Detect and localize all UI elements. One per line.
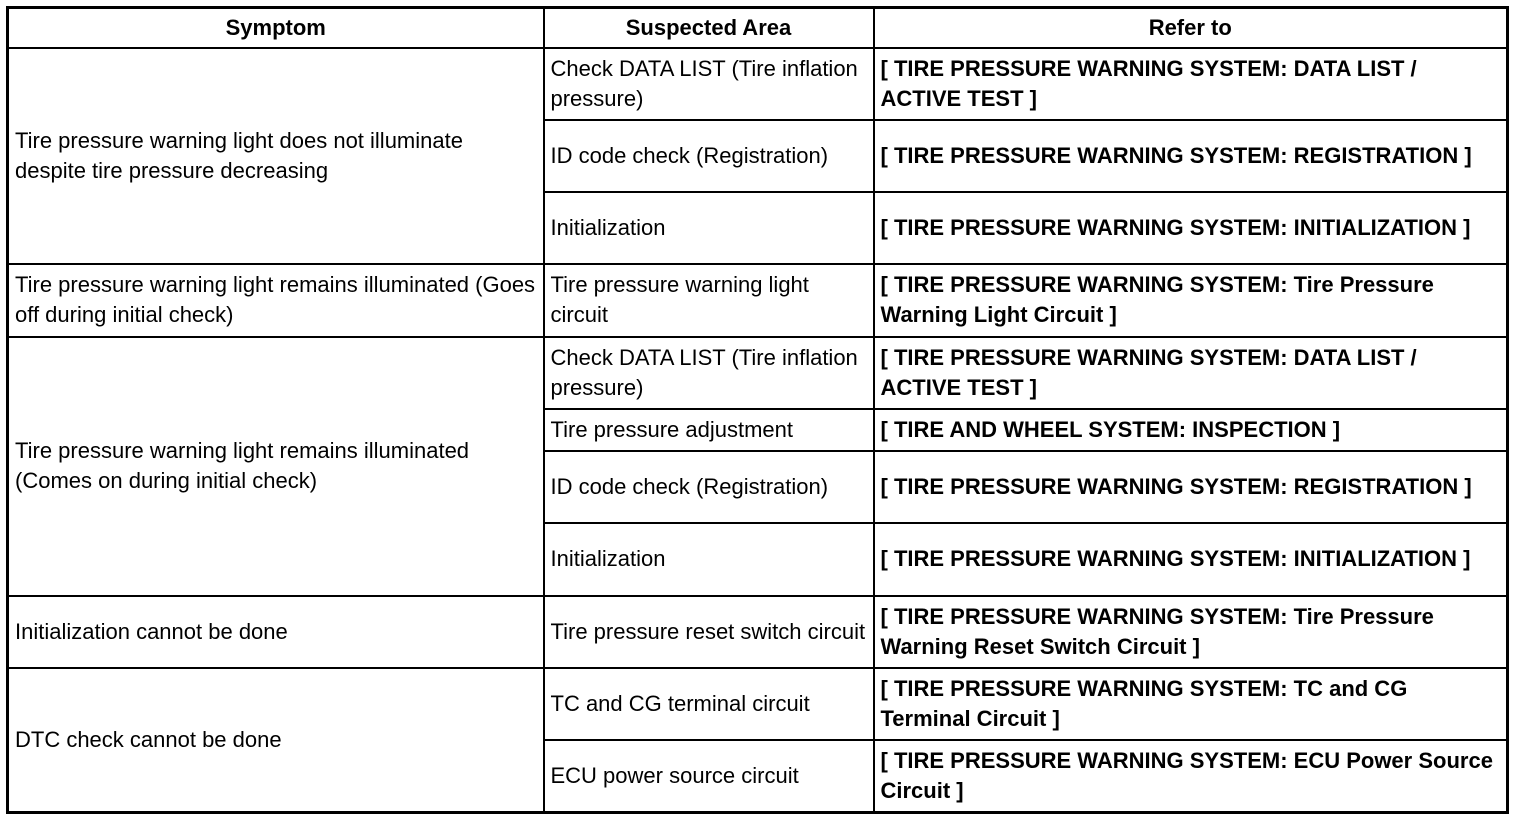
troubleshooting-table-container bbox=[6, 6, 1506, 814]
suspected-area-cell: ID code check (Registration) bbox=[544, 120, 874, 192]
troubleshooting-table bbox=[6, 6, 1509, 814]
symptom-cell: Initialization cannot be done bbox=[8, 596, 544, 668]
refer-to-link[interactable]: [ TIRE PRESSURE WARNING SYSTEM: DATA LIST / ACTIVE TEST ] bbox=[874, 337, 1508, 409]
suspected-area-cell: Initialization bbox=[544, 523, 874, 595]
suspected-area-cell: Tire pressure warning light circuit bbox=[544, 264, 874, 336]
header-symptom: Symptom bbox=[8, 8, 544, 48]
symptom-cell: Tire pressure warning light remains illuminated (Comes on during initial check) bbox=[8, 337, 544, 596]
header-row bbox=[8, 8, 1508, 48]
header-refer-to: Refer to bbox=[874, 8, 1508, 48]
refer-to-link[interactable]: [ TIRE PRESSURE WARNING SYSTEM: Tire Pressure Warning Reset Switch Circuit ] bbox=[874, 596, 1508, 668]
refer-to-link[interactable]: [ TIRE PRESSURE WARNING SYSTEM: DATA LIST / ACTIVE TEST ] bbox=[874, 48, 1508, 120]
table-row bbox=[8, 264, 1508, 336]
refer-to-link[interactable]: [ TIRE PRESSURE WARNING SYSTEM: INITIALIZATION ] bbox=[874, 192, 1508, 264]
refer-to-link[interactable]: [ TIRE PRESSURE WARNING SYSTEM: Tire Pressure Warning Light Circuit ] bbox=[874, 264, 1508, 336]
suspected-area-cell: Check DATA LIST (Tire inflation pressure) bbox=[544, 48, 874, 120]
refer-to-link[interactable]: [ TIRE PRESSURE WARNING SYSTEM: REGISTRATION ] bbox=[874, 451, 1508, 523]
suspected-area-cell: Tire pressure reset switch circuit bbox=[544, 596, 874, 668]
refer-to-link[interactable]: [ TIRE PRESSURE WARNING SYSTEM: REGISTRATION ] bbox=[874, 120, 1508, 192]
suspected-area-cell: ECU power source circuit bbox=[544, 740, 874, 812]
header-suspected-area: Suspected Area bbox=[544, 8, 874, 48]
table-row bbox=[8, 337, 1508, 409]
table-row bbox=[8, 668, 1508, 740]
suspected-area-cell: Initialization bbox=[544, 192, 874, 264]
suspected-area-cell: TC and CG terminal circuit bbox=[544, 668, 874, 740]
refer-to-link[interactable]: [ TIRE PRESSURE WARNING SYSTEM: TC and CG Terminal Circuit ] bbox=[874, 668, 1508, 740]
table-row bbox=[8, 48, 1508, 120]
suspected-area-cell: Check DATA LIST (Tire inflation pressure) bbox=[544, 337, 874, 409]
symptom-cell: DTC check cannot be done bbox=[8, 668, 544, 813]
symptom-cell: Tire pressure warning light remains illuminated (Goes off during initial check) bbox=[8, 264, 544, 336]
table-row bbox=[8, 596, 1508, 668]
suspected-area-cell: Tire pressure adjustment bbox=[544, 409, 874, 451]
refer-to-link[interactable]: [ TIRE AND WHEEL SYSTEM: INSPECTION ] bbox=[874, 409, 1508, 451]
refer-to-link[interactable]: [ TIRE PRESSURE WARNING SYSTEM: INITIALIZATION ] bbox=[874, 523, 1508, 595]
symptom-cell: Tire pressure warning light does not illuminate despite tire pressure decreasing bbox=[8, 48, 544, 265]
suspected-area-cell: ID code check (Registration) bbox=[544, 451, 874, 523]
refer-to-link[interactable]: [ TIRE PRESSURE WARNING SYSTEM: ECU Power Source Circuit ] bbox=[874, 740, 1508, 812]
